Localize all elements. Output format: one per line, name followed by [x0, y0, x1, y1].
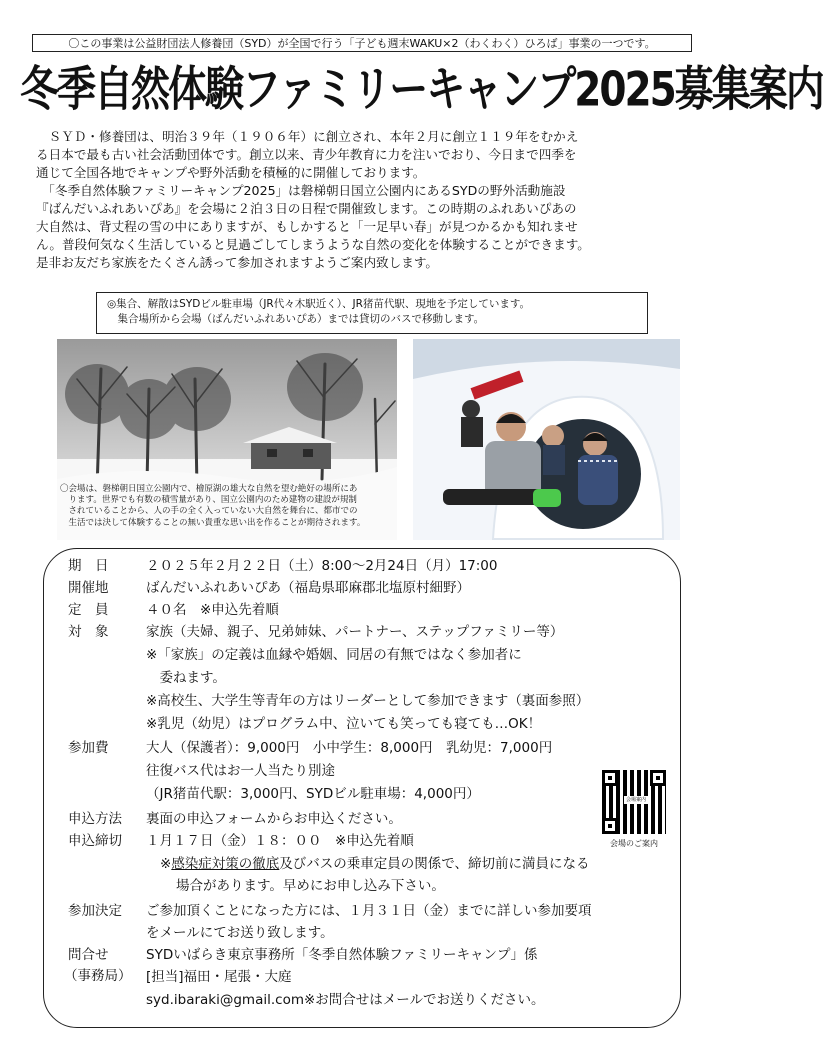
qr-inner-label: 会場案内 [625, 797, 646, 803]
apply-method-value: 裏面の申込フォームからお申込ください。 [146, 811, 402, 827]
intro-line: 是非お友だち家族をたくさん誘って参加されますようご案内致します。 [36, 255, 438, 270]
apply-method-label: 申込方法 [68, 811, 122, 827]
intro-text [36, 128, 692, 272]
date-value: ２０２５年２月２２日（土）8:00～2月24日（月）17:00 [146, 558, 498, 574]
infection-control-text: 感染症対策の徹底 [171, 856, 280, 872]
intro-line: ＳＹＤ・修養団は、明治３９年（１９０６年）に創立され、本年２月に創立１１９年をむかえ [36, 129, 579, 144]
target-label: 対 象 [68, 624, 109, 640]
decision-value: ご参加頂くことになった方には、１月３１日（金）までに詳しい参加要項 [146, 903, 592, 919]
contact-office: SYDいばらき東京事務所「冬季自然体験ファミリーキャンプ」係 [146, 947, 538, 963]
caption-line: されていることから、人の手の全く入っていない大自然を舞台に、都市での [60, 506, 358, 517]
intro-line: ん。普段何気なく生活していると見過ごしてしまうような自然の変化を体験することができます。 [36, 237, 590, 252]
meeting-notice [96, 292, 648, 334]
venue-value: ばんだいふれあいぴあ（福島県耶麻郡北塩原村細野） [146, 580, 470, 596]
venue-caption [60, 484, 396, 538]
target-note: ※高校生、大学生等青年の方はリーダーとして参加できます（裏面参照） [146, 693, 590, 709]
intro-line: 『ばんだいふれあいぴあ』を会場に２泊３日の日程で開催致します。この時期のふれあいぴあの [36, 201, 577, 216]
caption-line: ります。世界でも有数の積雪量があり、国立公園内のため建物の建設が規制 [60, 495, 357, 506]
venue-label: 開催地 [68, 580, 109, 596]
deadline-note [160, 854, 590, 875]
capacity-value: ４０名 ※申込先着順 [146, 602, 279, 618]
target-value: 家族（夫婦、親子、兄弟姉妹、パートナー、ステップファミリー等） [146, 624, 564, 640]
date-label: 期 日 [68, 558, 109, 574]
intro-line: る日本で最も古い社会活動団体です。創立以来、青少年教育に力を注いでおり、今日まで四季を [36, 147, 577, 162]
contact-email[interactable]: syd.ibaraki@gmail.com※お問合せはメールでお送りください。 [146, 992, 545, 1008]
qr-code-icon[interactable] [602, 770, 666, 834]
fee-label: 参加費 [68, 740, 109, 756]
page-title: 冬季自然体験ファミリーキャンプ2025募集案内 [20, 62, 823, 118]
intro-line: 通じて全国各地でキャンプや野外活動を積極的に開催しております。 [36, 165, 426, 180]
intro-line: 大自然は、背丈程の雪の中にありますが、もしかすると「一足早い春」が見つかるかも知れませ [36, 219, 578, 234]
deadline-note-text: 及びバスの乗車定員の関係で、締切前に満員になる [279, 856, 590, 872]
contact-label: 問合せ [68, 947, 109, 963]
program-note: 〇この事業は公益財団法人修養団（SYD）が全国で行う「子ども週末WAKU×2（わくわく）ひろば」事業の一つです。 [32, 34, 692, 52]
caption-line: 生活では決して体験することの無い貴重な思い出を作ることが期待されます。 [60, 517, 366, 528]
deadline-label: 申込締切 [68, 833, 122, 849]
target-note: 委ねます。 [146, 670, 226, 686]
target-note: ※乳児（幼児）はプログラム中、泣いても笑っても寝ても…OK！ [146, 716, 542, 732]
decision-label: 参加決定 [68, 903, 122, 919]
capacity-label: 定 員 [68, 602, 109, 618]
contact-staff: [担当]福田・尾張・大庭 [146, 969, 292, 985]
deadline-note: 場合があります。早めにお申し込み下さい。 [176, 878, 445, 894]
snow-cave-photo [413, 339, 680, 540]
contact-label-office: （事務局） [64, 968, 132, 984]
notice-line: ◎集合、解散はSYDビル駐車場（JR代々木駅近く）、JR猪苗代駅、現地を予定しています。 [107, 298, 531, 310]
target-note: ※「家族」の定義は血縁や婚姻、同居の有無ではなく参加者に [146, 647, 522, 663]
fee-note: 往復バス代はお一人当たり別途 [146, 763, 335, 779]
intro-line: 「冬季自然体験ファミリーキャンプ2025」は磐梯朝日国立公園内にあるSYDの野外活動施設 [36, 183, 566, 198]
fee-value: 大人（保護者）：9,000円 小中学生：8,000円 乳幼児：7,000円 [146, 740, 553, 756]
deadline-value: １月１７日（金）１８：００ ※申込先着順 [146, 833, 414, 849]
notice-line: 集合場所から会場（ばんだいふれあいぴあ）までは貸切のバスで移動します。 [107, 313, 485, 325]
qr-label: 会場のご案内 [610, 839, 658, 848]
snow-cave-illustration [413, 339, 680, 540]
fee-note: （JR猪苗代駅：3,000円、SYDビル駐車場：4,000円） [146, 786, 480, 802]
caption-line: 〇会場は、磐梯朝日国立公園内で、檜原湖の雄大な自然を望む絶好の場所にあ [60, 484, 358, 494]
decision-value: をメールにてお送り致します。 [146, 925, 334, 941]
deadline-note-mark: ※ [160, 856, 172, 872]
